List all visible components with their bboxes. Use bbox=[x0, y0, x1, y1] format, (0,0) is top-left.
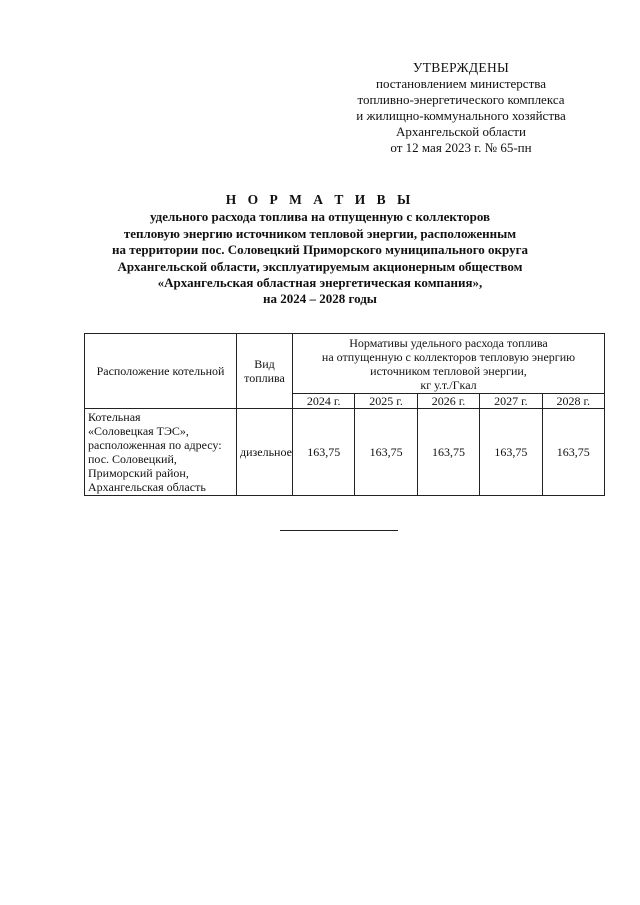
document-title-block bbox=[60, 192, 580, 308]
cell-value: 163,75 bbox=[293, 409, 355, 496]
cell-value: 163,75 bbox=[480, 409, 542, 496]
header-norms-units: кг у.т./Гкал bbox=[420, 377, 477, 392]
approval-title: УТВЕРЖДЕНЫ bbox=[412, 60, 510, 75]
approval-line: топливно-энергетического комплекса bbox=[357, 92, 565, 107]
cell-value: 163,75 bbox=[417, 409, 479, 496]
location-line: Архангельская область bbox=[88, 480, 206, 494]
header-fuel: Вид топлива bbox=[237, 334, 293, 409]
header-norms-line: Нормативы удельного расхода топлива bbox=[349, 335, 548, 350]
header-year: 2024 г. bbox=[293, 394, 355, 409]
table-header-row bbox=[85, 334, 605, 394]
table-row bbox=[85, 409, 605, 496]
cell-value: 163,75 bbox=[355, 409, 417, 496]
end-divider-line bbox=[280, 530, 398, 531]
location-line: Приморский район, bbox=[88, 466, 189, 480]
norms-table bbox=[84, 333, 605, 496]
location-line: «Соловецкая ТЭС», bbox=[88, 424, 189, 438]
header-year: 2026 г. bbox=[417, 394, 479, 409]
document-subtitle-line: на 2024 – 2028 годы bbox=[263, 291, 377, 307]
header-norms-line: на отпущенную с коллекторов тепловую энергию bbox=[321, 349, 576, 364]
approval-line: Архангельской области bbox=[396, 124, 526, 139]
approval-date-line: от 12 мая 2023 г. № 65-пн bbox=[390, 140, 532, 155]
approval-line: постановлением министерства bbox=[375, 76, 546, 91]
header-location: Расположение котельной bbox=[85, 334, 237, 409]
cell-value: 163,75 bbox=[542, 409, 604, 496]
header-year: 2028 г. bbox=[542, 394, 604, 409]
location-line: расположенная по адресу: bbox=[88, 438, 222, 452]
cell-location bbox=[85, 409, 237, 496]
header-year: 2025 г. bbox=[355, 394, 417, 409]
document-subtitle-line: «Архангельская областная энергетическая компания», bbox=[157, 275, 483, 291]
header-norms bbox=[293, 334, 605, 394]
document-subtitle-line: удельного расхода топлива на отпущенную с коллекторов bbox=[149, 209, 491, 225]
document-title: Н О Р М А Т И В Ы bbox=[225, 192, 415, 207]
document-subtitle-line: Архангельской области, эксплуатируемым акционерным обществом bbox=[117, 258, 523, 274]
approval-line: и жилищно-коммунального хозяйства bbox=[356, 108, 566, 123]
cell-fuel: дизельное bbox=[237, 409, 293, 496]
location-line: пос. Соловецкий, bbox=[88, 452, 177, 466]
document-subtitle-line: тепловую энергию источником тепловой энергии, расположенным bbox=[123, 225, 517, 241]
location-line: Котельная bbox=[88, 410, 141, 424]
approval-block bbox=[336, 60, 586, 156]
header-norms-line: источником тепловой энергии, bbox=[370, 363, 527, 378]
document-subtitle-line: на территории пос. Соловецкий Приморского муниципального округа bbox=[112, 242, 528, 258]
header-year: 2027 г. bbox=[480, 394, 542, 409]
